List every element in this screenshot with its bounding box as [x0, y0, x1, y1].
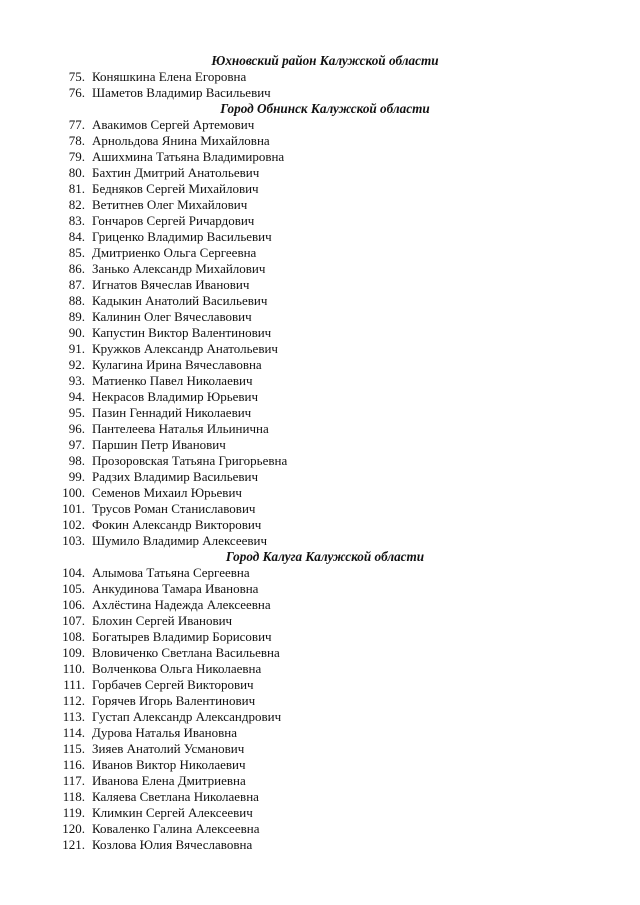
list-item	[0, 469, 640, 485]
item-number: 101.	[62, 501, 85, 516]
person-name: Дмитриенко Ольга Сергеевна	[92, 245, 257, 260]
list-item	[0, 517, 640, 533]
item-number: 116.	[62, 757, 85, 772]
person-name: Гриценко Владимир Васильевич	[92, 229, 272, 244]
item-number: 104.	[62, 565, 85, 580]
person-name: Коваленко Галина Алексеевна	[92, 821, 260, 836]
person-name: Кулагина Ирина Вячеславовна	[92, 357, 262, 372]
list-item	[0, 757, 640, 773]
list-item	[0, 773, 640, 789]
section-obninsk	[0, 101, 640, 549]
item-number: 109.	[62, 645, 85, 660]
person-name: Арнольдова Янина Михайловна	[92, 133, 270, 148]
item-number: 100.	[62, 485, 85, 500]
item-number: 89.	[68, 309, 85, 324]
person-name: Ветитнев Олег Михайлович	[92, 197, 248, 212]
person-name: Кадыкин Анатолий Васильевич	[92, 293, 268, 308]
person-name: Некрасов Владимир Юрьевич	[92, 389, 259, 404]
list-item	[0, 629, 640, 645]
item-number: 107.	[62, 613, 85, 628]
list-item	[0, 565, 640, 581]
list-item	[0, 133, 640, 149]
list-item	[0, 709, 640, 725]
list-item	[0, 437, 640, 453]
list-item	[0, 117, 640, 133]
item-number: 117.	[62, 773, 85, 788]
list-item	[0, 645, 640, 661]
list-item	[0, 229, 640, 245]
item-number: 92.	[68, 357, 85, 372]
section-heading: Город Калуга Калужской области	[225, 549, 425, 564]
section-kaluga	[0, 549, 640, 853]
list-item	[0, 69, 640, 85]
list-item	[0, 597, 640, 613]
person-name: Иванова Елена Дмитриевна	[92, 773, 246, 788]
person-name: Шаметов Владимир Васильевич	[92, 85, 271, 100]
person-name: Гончаров Сергей Ричардович	[92, 213, 255, 228]
person-name: Блохин Сергей Иванович	[92, 613, 233, 628]
list-item	[0, 357, 640, 373]
item-number: 111.	[63, 677, 85, 692]
item-number: 102.	[62, 517, 85, 532]
item-number: 85.	[68, 245, 85, 260]
list-item	[0, 661, 640, 677]
item-number: 119.	[62, 805, 85, 820]
person-name: Капустин Виктор Валентинович	[92, 325, 272, 340]
item-number: 108.	[62, 629, 85, 644]
person-name: Коняшкина Елена Егоровна	[92, 69, 247, 84]
list-item	[0, 693, 640, 709]
person-name: Каляева Светлана Николаевна	[92, 789, 259, 804]
item-number: 87.	[68, 277, 85, 292]
person-name: Игнатов Вячеслав Иванович	[92, 277, 250, 292]
person-name: Горячев Игорь Валентинович	[92, 693, 256, 708]
person-name: Пантелеева Наталья Ильинична	[92, 421, 269, 436]
item-number: 81.	[68, 181, 85, 196]
person-name: Фокин Александр Викторович	[92, 517, 262, 532]
list-item	[0, 741, 640, 757]
item-number: 97.	[68, 437, 85, 452]
person-name: Ашихмина Татьяна Владимировна	[92, 149, 285, 164]
person-name: Матиенко Павел Николаевич	[92, 373, 253, 388]
item-number: 88.	[68, 293, 85, 308]
person-name: Бедняков Сергей Михайлович	[92, 181, 259, 196]
person-name: Трусов Роман Станиславович	[92, 501, 256, 516]
item-number: 78.	[68, 133, 85, 148]
list-item	[0, 181, 640, 197]
person-name: Ахлёстина Надежда Алексеевна	[92, 597, 271, 612]
list-item	[0, 485, 640, 501]
item-number: 115.	[62, 741, 85, 756]
list-item	[0, 821, 640, 837]
item-number: 120.	[62, 821, 85, 836]
item-number: 103.	[62, 533, 85, 548]
person-name: Калинин Олег Вячеславович	[92, 309, 252, 324]
document-page	[0, 53, 640, 853]
section-heading: Город Обнинск Калужской области	[220, 101, 430, 116]
item-number: 94.	[68, 389, 85, 404]
list-item	[0, 165, 640, 181]
list-item	[0, 277, 640, 293]
list-item	[0, 613, 640, 629]
person-name: Семенов Михаил Юрьевич	[92, 485, 242, 500]
list-item	[0, 85, 640, 101]
item-number: 113.	[62, 709, 85, 724]
item-number: 93.	[68, 373, 85, 388]
person-name: Паршин Петр Иванович	[92, 437, 226, 452]
item-number: 98.	[68, 453, 85, 468]
person-name: Волченкова Ольга Николаевна	[92, 661, 262, 676]
section-yukhnovsky	[0, 53, 640, 101]
list-item	[0, 501, 640, 517]
list-item	[0, 149, 640, 165]
person-name: Шумило Владимир Алексеевич	[92, 533, 268, 548]
item-number: 106.	[62, 597, 85, 612]
list-item	[0, 581, 640, 597]
item-number: 82.	[68, 197, 85, 212]
item-number: 114.	[62, 725, 85, 740]
item-number: 80.	[68, 165, 85, 180]
list-item	[0, 453, 640, 469]
list-item	[0, 309, 640, 325]
item-number: 99.	[68, 469, 85, 484]
item-number: 105.	[62, 581, 85, 596]
person-name: Кружков Александр Анатольевич	[92, 341, 278, 356]
item-number: 91.	[68, 341, 85, 356]
item-number: 95.	[68, 405, 85, 420]
person-name: Анкудинова Тамара Ивановна	[92, 581, 259, 596]
item-number: 90.	[68, 325, 85, 340]
list-item	[0, 725, 640, 741]
item-number: 121.	[62, 837, 85, 852]
list-item	[0, 373, 640, 389]
list-item	[0, 213, 640, 229]
person-name: Климкин Сергей Алексеевич	[92, 805, 253, 820]
item-number: 110.	[62, 661, 85, 676]
person-name: Дурова Наталья Ивановна	[92, 725, 237, 740]
list-item	[0, 789, 640, 805]
item-number: 84.	[68, 229, 85, 244]
person-name: Пазин Геннадий Николаевич	[92, 405, 252, 420]
list-item	[0, 293, 640, 309]
item-number: 77.	[68, 117, 85, 132]
person-name: Вловиченко Светлана Васильевна	[92, 645, 280, 660]
item-number: 75.	[68, 69, 85, 84]
list-item	[0, 533, 640, 549]
section-heading: Юхновский район Калужской области	[211, 53, 439, 68]
item-number: 86.	[68, 261, 85, 276]
list-item	[0, 325, 640, 341]
item-number: 112.	[62, 693, 85, 708]
list-item	[0, 421, 640, 437]
person-name: Густап Александр Александрович	[92, 709, 282, 724]
list-item	[0, 245, 640, 261]
person-name: Прозоровская Татьяна Григорьевна	[92, 453, 288, 468]
list-item	[0, 837, 640, 853]
list-item	[0, 261, 640, 277]
person-name: Зияев Анатолий Усманович	[92, 741, 245, 756]
item-number: 79.	[68, 149, 85, 164]
item-number: 96.	[68, 421, 85, 436]
person-name: Авакимов Сергей Артемович	[92, 117, 255, 132]
person-name: Богатырев Владимир Борисович	[92, 629, 272, 644]
list-item	[0, 389, 640, 405]
list-item	[0, 341, 640, 357]
person-name: Бахтин Дмитрий Анатольевич	[92, 165, 260, 180]
list-item	[0, 805, 640, 821]
item-number: 83.	[68, 213, 85, 228]
person-name: Горбачев Сергей Викторович	[92, 677, 254, 692]
item-number: 76.	[68, 85, 85, 100]
person-name: Козлова Юлия Вячеславовна	[92, 837, 253, 852]
person-name: Занько Александр Михайлович	[92, 261, 266, 276]
list-item	[0, 677, 640, 693]
person-name: Радзих Владимир Васильевич	[92, 469, 259, 484]
item-number: 118.	[62, 789, 85, 804]
list-item	[0, 405, 640, 421]
list-item	[0, 197, 640, 213]
person-name: Иванов Виктор Николаевич	[92, 757, 246, 772]
person-name: Алымова Татьяна Сергеевна	[92, 565, 250, 580]
